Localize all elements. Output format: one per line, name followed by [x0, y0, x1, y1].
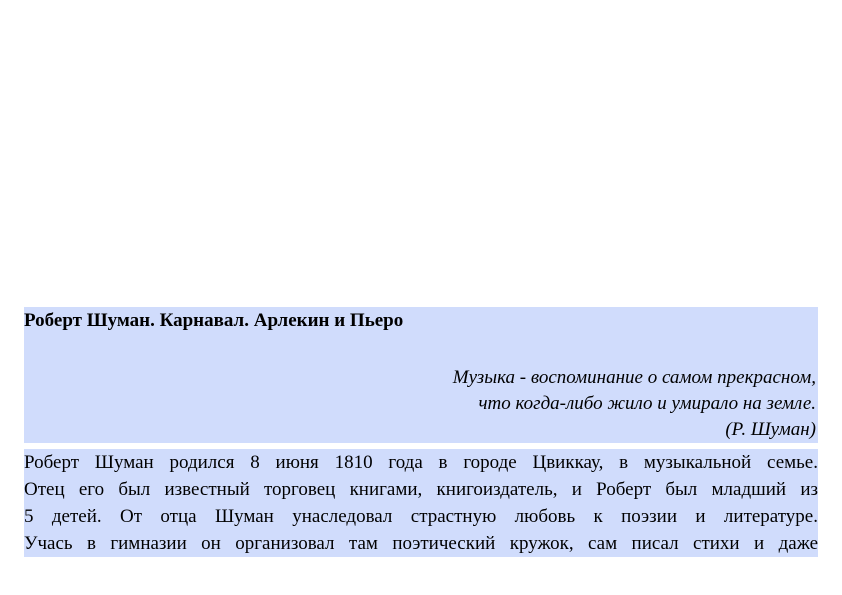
highlighted-text-block: [24, 307, 818, 557]
epigraph-line-1: Музыка - воспоминание о самом прекрасном,: [452, 367, 816, 388]
epigraph-line-2: что когда-либо жило и умирало на земле.: [478, 393, 816, 414]
epigraph: [24, 365, 818, 443]
biography-paragraph: [24, 449, 818, 557]
paragraph-line: Роберт Шуман родился 8 июня 1810 года в городе Цвиккау, в музыкальной семье.: [24, 452, 818, 473]
epigraph-author: (Р. Шуман): [725, 419, 816, 440]
paragraph-line: Учась в гимназии он организовал там поэтический кружок, сам писал стихи и даже: [24, 533, 818, 554]
paragraph-line: 5 детей. От отца Шуман унаследовал страстную любовь к поэзии и литературе.: [24, 506, 818, 527]
title-spacer: [24, 332, 818, 365]
document-title: Роберт Шуман. Карнавал. Арлекин и Пьеро: [24, 310, 404, 331]
paragraph-line: Отец его был известный торговец книгами, книгоиздатель, и Роберт был младший из: [24, 479, 818, 500]
